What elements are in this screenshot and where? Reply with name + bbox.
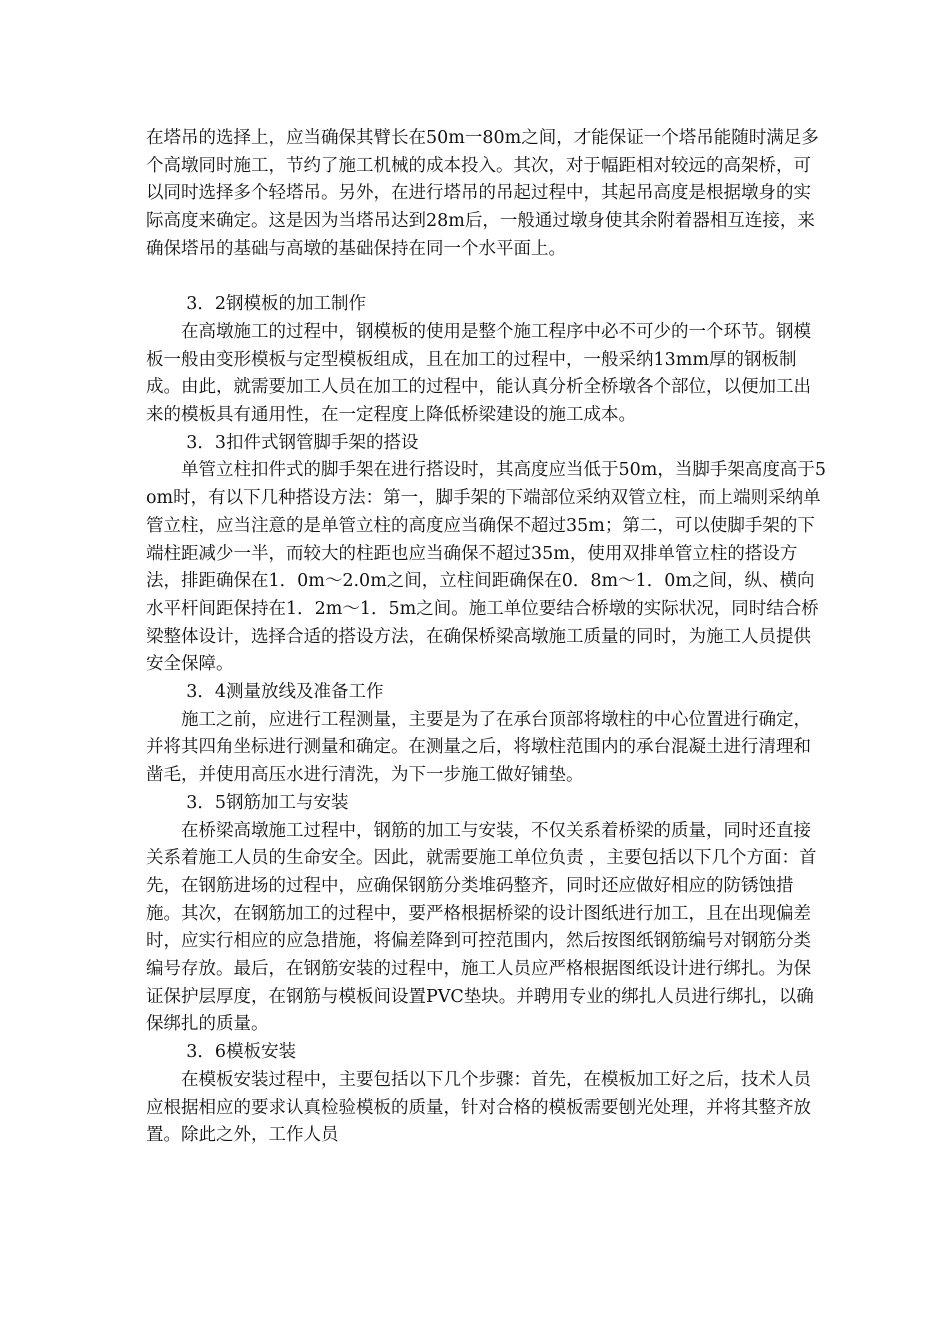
section-body-3-6: 在模板安装过程中，主要包括以下几个步骤：首先，在模板加工好之后，技术人员应根据相应的要求认真检验模板的质量，针对合格的模板需要刨光处理，并将其整齐放置。除此之外，工作人员 <box>146 1069 811 1146</box>
section-heading-3-5: 3．5钢筋加工与安装 <box>186 792 349 813</box>
section-body-3-2: 在高墩施工的过程中，钢模板的使用是整个施工程序中必不可少的一个环节。钢模板一般由变形模板与定型模板组成，且在加工的过程中，一般采纳13mm厚的钢板制成。由此，就需要加工人员在加工的过程中，能认真分析全桥墩各个部位，以便加工出来的模板具有通用性，在一定程度上降低桥梁建设的施工成本。 <box>146 321 811 426</box>
section-heading-3-4: 3．4测量放线及准备工作 <box>186 682 384 703</box>
section-heading-3-2: 3．2钢模板的加工制作 <box>186 294 367 315</box>
section-body-3-3: 单管立柱扣件式的脚手架在进行搭设时，其高度应当低于50m，当脚手架高度高于5om时，有以下几种搭设方法：第一，脚手架的下端部位采纳双管立柱，而上端则采纳单管立柱，应当注意的是单管立柱的高度应当确保不超过35m；第二，可以使脚手架的下端柱距减少一半，而较大的柱距也应当确保不超过35m，使用双排单管立柱的搭设方法，排距确保在1．0m～2.0m之间，立柱间距确保在0．8m～1．0m之间，纵、横向水平杆间距保持在1．2m～1．5m之间。施工单位要结合桥墩的实际状况，同时结合桥梁整体设计，选择合适的搭设方法，在确保桥梁高墩施工质量的同时，为施工人员提供安全保障。 <box>146 460 826 675</box>
section-heading-3-3: 3．3扣件式钢管脚手架的搭设 <box>186 432 419 453</box>
paragraph-gap <box>146 264 826 292</box>
document-body <box>146 125 826 1150</box>
section-body-3-4: 施工之前，应进行工程测量，主要是为了在承台顶部将墩柱的中心位置进行确定，并将其四角坐标进行测量和确定。在测量之后，将墩柱范围内的承台混凝土进行清理和凿毛，并使用高压水进行清洗，为下一步施工做好铺垫。 <box>146 709 811 786</box>
section-heading-3-6: 3．6模板安装 <box>186 1042 297 1063</box>
paragraph-intro: 在塔吊的选择上，应当确保其臂长在50m一80m之间，才能保证一个塔吊能随时满足多个高墩同时施工，节约了施工机械的成本投入。其次，对于幅距相对较远的高架桥，可以同时选择多个轻塔吊。另外，在进行塔吊的吊起过程中，其起吊高度是根据墩身的实际高度来确定。这是因为当塔吊达到28m后，一般通过墩身使其余附着器相互连接，来确保塔吊的基础与高墩的基础保持在同一个水平面上。 <box>146 128 819 259</box>
section-body-3-5: 在桥梁高墩施工过程中，钢筋的加工与安装，不仅关系着桥梁的质量，同时还直接关系着施工人员的生命安全。因此，就需要施工单位负责 ，主要包括以下几个方面：首先，在钢筋进场的过程中，应确保钢筋分类堆码整齐，同时还应做好相应的防锈蚀措施。其次，在钢筋加工的过程中，要严格根据桥梁的设计图纸进行加工，且在出现偏差时，应实行相应的应急措施，将偏差降到可控范围内，然后按图纸钢筋编号对钢筋分类编号存放。最后，在钢筋安装的过程中，施工人员应严格根据图纸设计进行绑扎。为保证保护层厚度，在钢筋与模板间设置PVC垫块。并聘用专业的绑扎人员进行绑扎，以确保绑扎的质量。 <box>146 820 817 1035</box>
